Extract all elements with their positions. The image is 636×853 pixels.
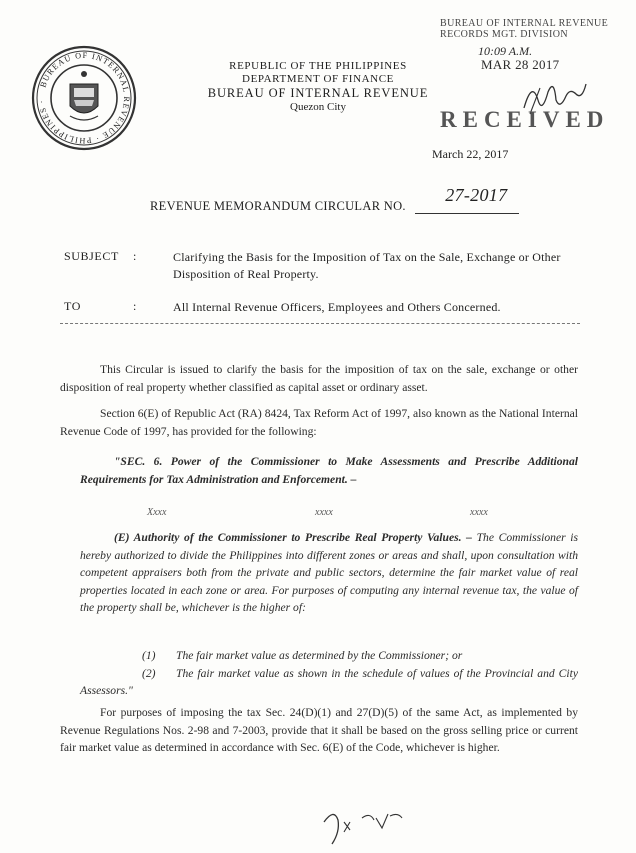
list-item-number: (1) [142,649,156,662]
stamp-date: MAR 28 2017 [481,57,560,72]
list-item-text: The fair market value as determined by the Commissioner; or [176,649,463,662]
handwritten-initials [318,802,408,848]
letterhead-bureau: BUREAU OF INTERNAL REVENUE [207,86,429,100]
header-divider [60,323,580,324]
body-paragraph-3-text: For purposes of imposing the tax Sec. 24(D)(1) and 27(D)(5) of the same Act, as implemented by Revenue Regulations Nos. 2-98 and 7-2003, provide that it shall be based on the gross selling price or current fair market value as determined in accordance with Sec. 6(E) of the Code, whichever is higher. [60,706,578,755]
to-text: All Internal Revenue Officers, Employees and Others Concerned. [173,300,501,314]
body-paragraph-1-text: This Circular is issued to clarify the basis for the imposition of tax on the sale, exchange or other disposition of real property whether classified as capital asset or ordinary asset. [60,363,578,394]
quoted-list [80,647,578,700]
body-paragraph-3 [60,704,578,757]
letterhead-department: DEPARTMENT OF FINANCE [242,73,394,85]
stamp-division-line: RECORDS MGT. DIVISION [440,29,568,40]
to-colon: : [133,299,137,313]
quoted-subsection-e-heading: (E) Authority of the Commissioner to Prescribe Real Property Values. – [114,531,472,544]
quoted-section-heading-text: "SEC. 6. Power of the Commissioner to Make Assessments and Prescribe Additional Requirements for Tax Administration and Enforcement. – [80,455,578,486]
document-date: March 22, 2017 [432,147,509,161]
subject-text: Clarifying the Basis for the Imposition of Tax on the Sale, Exchange or Other Disposition of Real Property. [173,250,561,281]
body-paragraph-1 [60,361,578,396]
subject-colon: : [133,249,137,263]
circular-number: 27-2017 [445,185,508,205]
stamp-time: 10:09 A.M. [478,44,533,58]
circular-number-line [415,185,519,214]
quoted-section-heading [80,453,578,488]
letterhead-republic: REPUBLIC OF THE PHILIPPINES [229,60,407,72]
subject-label: SUBJECT [64,249,119,263]
omission-marker: xxxx [470,507,488,518]
list-item-number: (2) [142,666,156,680]
letterhead-city: Quezon City [290,101,346,113]
to-label: TO [64,299,81,313]
body-paragraph-2-text: Section 6(E) of Republic Act (RA) 8424, Tax Reform Act of 1997, also known as the National Internal Revenue Code of 1997, has provided for the following: [60,407,578,438]
svg-text:BUREAU OF INTERNAL REVENUE · P: BUREAU OF INTERNAL REVENUE · PHILIPPINES · [36,50,132,146]
list-item-text: The fair market value as shown in the schedule of values of the Provincial and City Assessors." [80,666,578,698]
omission-marker: Xxxx [147,507,167,518]
circular-title-label: REVENUE MEMORANDUM CIRCULAR NO. [150,199,406,213]
list-item [80,665,578,700]
circular-title [150,185,519,214]
quoted-subsection-e [80,529,578,617]
stamp-bureau-line: BUREAU OF INTERNAL REVENUE [440,18,609,29]
quoted-subsection-e-text: The Commissioner is hereby authorized to divide the Philippines into different zones or areas and shall, upon consultation with competent appraisers both from the private and public sectors, determine the fair market value of real properties located in each zone or area. For purposes of computing any internal revenue tax, the value of the property shall be, whichever is the higher of: [80,531,578,615]
bir-seal-icon [30,44,138,152]
body-paragraph-2 [60,405,578,440]
omission-marker: xxxx [315,507,333,518]
list-item [80,647,578,665]
stamp-received: RECEIVED [440,107,610,132]
